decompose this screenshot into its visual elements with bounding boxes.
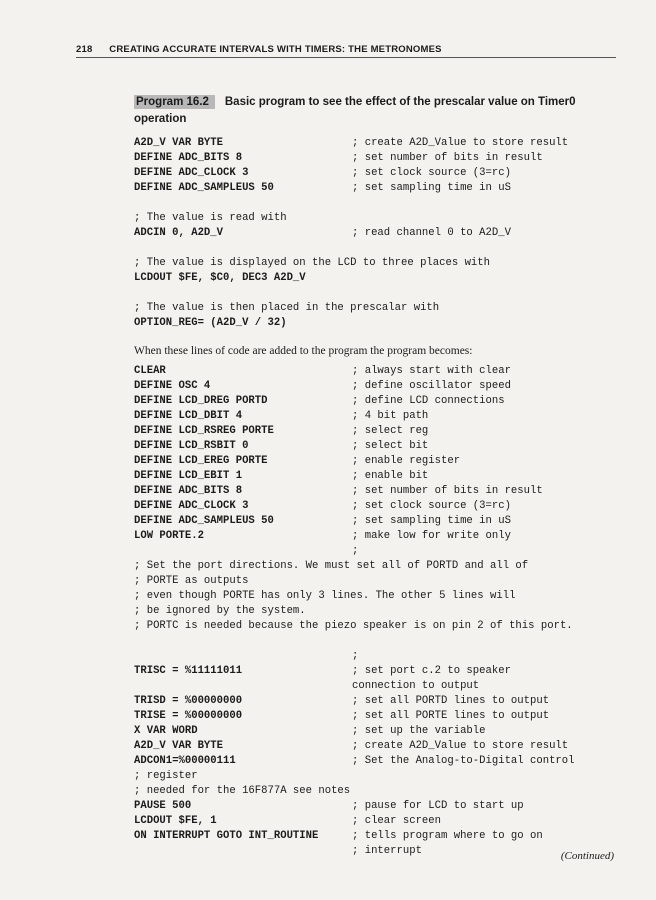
code-line [134,364,624,379]
code-comment: ; select bit [352,440,429,452]
code-line [134,844,624,859]
code-comment: ; set up the variable [352,725,486,737]
code-block-1 [134,136,624,196]
code-comment: ; set sampling time in uS [352,515,511,527]
code-comment: ; set all PORTD lines to output [352,695,550,707]
code-comment: ; register [134,770,198,782]
code-comment: ; make low for write only [352,530,511,542]
code-statement: DEFINE LCD_DBIT 4 [134,410,243,422]
code-line [134,649,624,664]
code-comment: ; define oscillator speed [352,380,511,392]
code-comment-line: ; even though PORTE has only 3 lines. The other 5 lines will [134,590,516,602]
code-line [134,814,624,829]
code-comment: ; tells program where to go on [352,830,543,842]
code-comment: ; create A2D_Value to store result [352,740,569,752]
code-comment: ; [352,545,359,557]
code-block-5-lines [134,364,624,559]
code-line [134,739,624,754]
code-statement: DEFINE ADC_SAMPLEUS 50 [134,515,274,527]
code-statement: DEFINE OSC 4 [134,380,211,392]
code-comment: ; The value is displayed on the LCD to three places with [134,257,491,269]
code-line [134,424,624,439]
code-comment: ; set sampling time in uS [352,182,511,194]
code-comment: ; The value is read with [134,212,287,224]
code-comment: ; needed for the 16F877A see notes [134,785,351,797]
code-line [134,301,624,316]
code-comment: ; set all PORTE lines to output [352,710,550,722]
code-statement: A2D_V VAR BYTE [134,740,224,752]
code-line [134,256,624,271]
code-comment: ; read channel 0 to A2D_V [352,227,511,239]
code-statement: TRISC = %11111011 [134,665,243,677]
code-statement: DEFINE LCD_RSBIT 0 [134,440,249,452]
code-line [134,529,624,544]
code-line [134,709,624,724]
code-statement: DEFINE ADC_CLOCK 3 [134,167,249,179]
code-line [134,151,624,166]
code-statement: DEFINE ADC_BITS 8 [134,485,243,497]
code-line [134,829,624,844]
code-comment: ; set clock source (3=rc) [352,167,511,179]
code-line [134,724,624,739]
code-block-3 [134,256,624,286]
code-line [134,439,624,454]
code-statement: LCDOUT $FE, $C0, DEC3 A2D_V [134,272,306,284]
code-line [134,514,624,529]
code-line [134,166,624,181]
code-block-5 [134,364,624,634]
code-statement: TRISE = %00000000 [134,710,243,722]
code-block-6 [134,649,624,859]
code-comment: ; 4 bit path [352,410,429,422]
code-line [134,211,624,226]
code-statement: DEFINE ADC_BITS 8 [134,152,243,164]
code-statement: A2D_V VAR BYTE [134,137,224,149]
code-block-2 [134,211,624,241]
program-label: Program 16.2 [134,95,215,109]
code-statement: DEFINE ADC_SAMPLEUS 50 [134,182,274,194]
code-line [134,544,624,559]
code-line [134,769,624,784]
running-title: CREATING ACCURATE INTERVALS WITH TIMERS: THE METRONOMES [109,44,442,55]
code-line [134,784,624,799]
code-line [134,394,624,409]
code-comment: ; The value is then placed in the prescalar with [134,302,440,314]
code-line [134,226,624,241]
code-comment-line: ; Set the port directions. We must set all of PORTD and all of [134,560,529,572]
code-block-5-comments [134,559,624,634]
code-comment-line: ; be ignored by the system. [134,605,306,617]
running-header [76,44,616,58]
code-line [134,271,624,286]
code-line [134,664,624,679]
code-comment-line: ; PORTC is needed because the piezo speaker is on pin 2 of this port. [134,620,573,632]
code-statement: PAUSE 500 [134,800,192,812]
code-block-4 [134,301,624,331]
code-statement: DEFINE LCD_RSREG PORTE [134,425,274,437]
code-line [134,136,624,151]
code-statement: DEFINE LCD_DREG PORTD [134,395,268,407]
code-comment-line: ; PORTE as outputs [134,575,249,587]
code-comment: ; Set the Analog-to-Digital control [352,755,575,767]
code-line [134,454,624,469]
code-comment: ; pause for LCD to start up [352,800,524,812]
code-line [134,181,624,196]
program-title: Basic program to see the effect of the prescalar value on Timer0 operation [134,96,576,125]
code-statement: TRISD = %00000000 [134,695,243,707]
code-statement: ADCIN 0, A2D_V [134,227,224,239]
code-statement: LOW PORTE.2 [134,530,204,542]
code-statement: DEFINE ADC_CLOCK 3 [134,500,249,512]
code-line [134,679,624,694]
code-statement: ADCON1=%00000111 [134,755,236,767]
code-line [134,694,624,709]
program-caption [134,94,624,128]
code-comment: ; always start with clear [352,365,511,377]
code-comment: connection to output [352,680,480,692]
code-comment: ; enable bit [352,470,429,482]
code-statement: CLEAR [134,365,166,377]
body-paragraph: When these lines of code are added to the program the program becomes: [134,345,473,357]
code-comment: ; set number of bits in result [352,485,543,497]
continued-note: (Continued) [560,850,614,862]
code-comment: ; set port c.2 to speaker [352,665,511,677]
code-statement: OPTION_REG= (A2D_V / 32) [134,317,287,329]
code-comment: ; set clock source (3=rc) [352,500,511,512]
code-comment: ; define LCD connections [352,395,505,407]
code-statement: X VAR WORD [134,725,198,737]
code-comment: ; interrupt [352,845,422,857]
code-statement: LCDOUT $FE, 1 [134,815,217,827]
code-line [134,409,624,424]
code-comment: ; set number of bits in result [352,152,543,164]
code-comment: ; clear screen [352,815,442,827]
code-statement: DEFINE LCD_EREG PORTE [134,455,268,467]
code-line [134,484,624,499]
code-comment: ; select reg [352,425,429,437]
code-line [134,316,624,331]
code-comment: ; [352,650,359,662]
code-line [134,754,624,769]
page-number: 218 [76,44,93,55]
code-statement: ON INTERRUPT GOTO INT_ROUTINE [134,830,319,842]
code-line [134,499,624,514]
code-comment: ; enable register [352,455,461,467]
code-comment: ; create A2D_Value to store result [352,137,569,149]
code-line [134,799,624,814]
code-line [134,469,624,484]
code-statement: DEFINE LCD_EBIT 1 [134,470,243,482]
code-line [134,379,624,394]
